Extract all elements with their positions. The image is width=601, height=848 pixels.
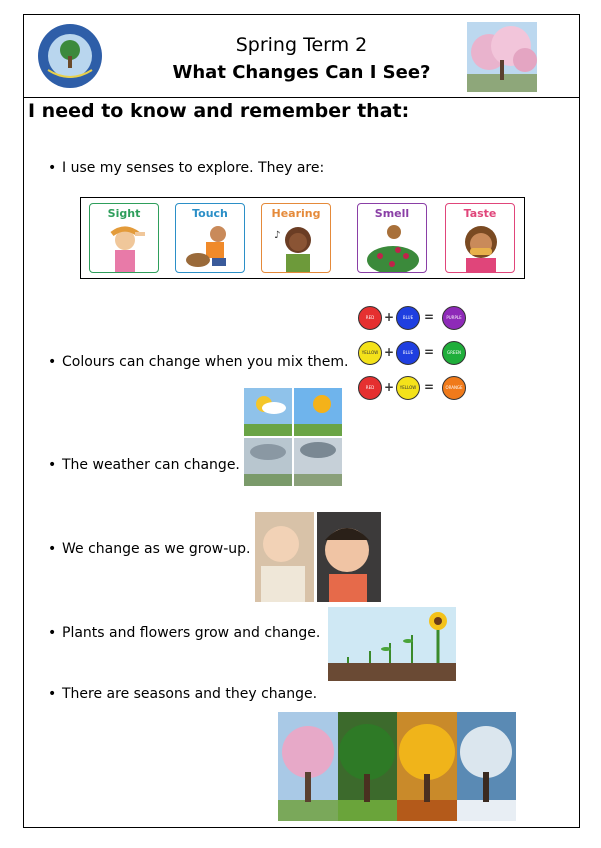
mix-colour-a: YELLOW — [358, 341, 382, 365]
sense-label: Taste — [463, 207, 497, 220]
weather-images — [244, 388, 342, 486]
intro-heading: I need to know and remember that: — [28, 100, 410, 122]
page-subtitle: What Changes Can I See? — [172, 62, 431, 83]
svg-text:♪: ♪ — [274, 230, 281, 241]
plus-icon: + — [384, 380, 395, 394]
bullet-text: Colours can change when you mix them. — [62, 354, 349, 370]
colour-mix-diagram — [358, 304, 478, 404]
smell-icon — [358, 220, 427, 273]
bullet-senses: • I use my senses to explore. They are: — [48, 160, 325, 176]
bullet-text: There are seasons and they change. — [62, 686, 318, 702]
sense-card-hearing — [261, 203, 331, 273]
bullet-seasons: • There are seasons and they change. — [48, 686, 318, 702]
sense-label: Touch — [192, 207, 228, 220]
hearing-icon — [262, 220, 331, 273]
plus-icon: + — [384, 345, 395, 359]
seasons-images — [278, 712, 516, 821]
mix-colour-a: RED — [358, 306, 382, 330]
mix-colour-b: BLUE — [396, 341, 420, 365]
plus-icon: + — [384, 310, 395, 324]
sense-label: Sight — [107, 207, 141, 220]
bullet-colours: • Colours can change when you mix them. — [48, 354, 349, 370]
bullet-text: We change as we grow-up. — [62, 541, 251, 557]
equals-icon: = — [424, 380, 435, 394]
mix-colour-a: RED — [358, 376, 382, 400]
header — [23, 14, 580, 98]
bullet-plants: • Plants and flowers grow and change. — [48, 625, 321, 641]
mix-colour-result: PURPLE — [442, 306, 466, 330]
bullet-weather: • The weather can change. — [48, 457, 240, 473]
taste-icon — [446, 220, 515, 273]
growing-up-photos — [255, 512, 381, 602]
sense-label: Smell — [374, 207, 410, 220]
sense-label: Hearing — [271, 207, 321, 220]
plant-growth-image — [328, 607, 456, 681]
mix-colour-b: YELLOW — [396, 376, 420, 400]
bullet-text: Plants and flowers grow and change. — [62, 625, 321, 641]
mix-colour-result: ORANGE — [442, 376, 466, 400]
bullet-text: The weather can change. — [62, 457, 240, 473]
senses-panel — [80, 197, 525, 279]
blossom-tree-icon — [467, 22, 537, 92]
equals-icon: = — [424, 345, 435, 359]
mix-colour-result: GREEN — [442, 341, 466, 365]
sense-card-touch — [175, 203, 245, 273]
sense-card-sight — [89, 203, 159, 273]
sense-card-taste — [445, 203, 515, 273]
sense-card-smell — [357, 203, 427, 273]
touch-icon — [176, 220, 245, 273]
bullet-growing: • We change as we grow-up. — [48, 541, 251, 557]
sight-icon — [90, 220, 159, 273]
page-title: Spring Term 2 — [235, 34, 368, 56]
bullet-text: I use my senses to explore. They are: — [62, 160, 325, 176]
equals-icon: = — [424, 310, 435, 324]
mix-colour-b: BLUE — [396, 306, 420, 330]
